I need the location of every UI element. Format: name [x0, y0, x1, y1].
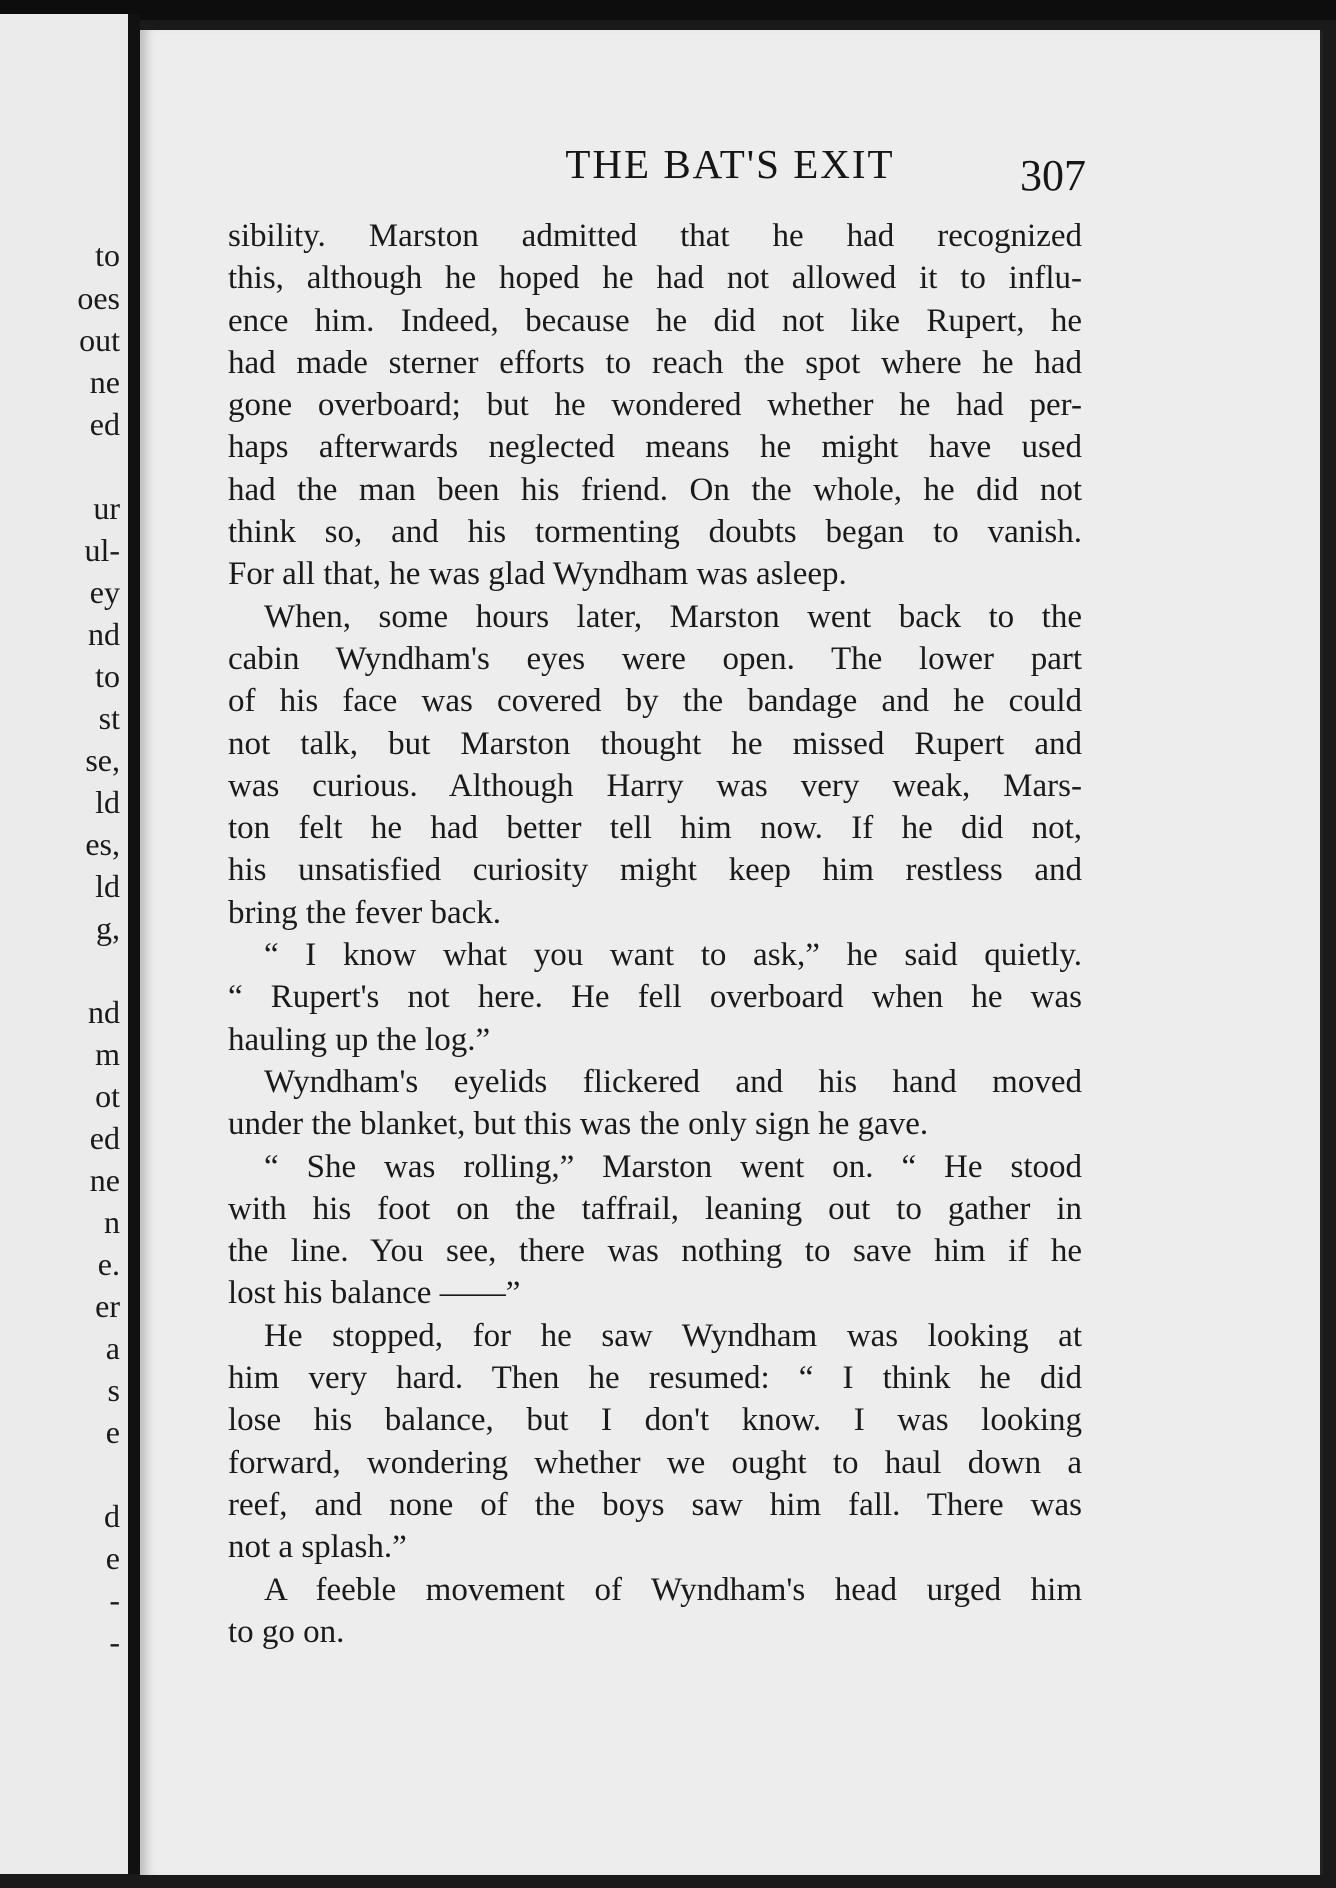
- facing-page-fragment: ld: [95, 868, 120, 904]
- facing-page-fragment: ne: [89, 364, 120, 400]
- facing-page-fragment: g,: [96, 910, 120, 946]
- text-line: this, although he hoped he had not allowed it to influ-: [228, 260, 1082, 297]
- text-line: bring the fever back.: [228, 894, 502, 931]
- text-line: with his foot on the taffrail, leaning out to gather in: [228, 1190, 1082, 1227]
- facing-page-fragment: e: [105, 1414, 120, 1450]
- text-line: his unsatisfied curiosity might keep him restless and: [228, 852, 1082, 889]
- facing-page-fragment: ne: [89, 1162, 120, 1198]
- text-line: A feeble movement of Wyndham's head urged him: [264, 1571, 1082, 1608]
- text-line: had made sterner efforts to reach the spot where he had: [228, 344, 1082, 381]
- text-line: forward, wondering whether we ought to haul down a: [228, 1444, 1082, 1481]
- facing-page-fragment: ed: [89, 406, 120, 442]
- facing-page-fragment: oes: [77, 280, 120, 316]
- text-line: Wyndham's eyelids flickered and his hand moved: [264, 1063, 1082, 1100]
- facing-page-fragment: s: [107, 1372, 120, 1408]
- scan-top-edge: [0, 0, 1336, 20]
- facing-page-fragment: se,: [85, 742, 120, 778]
- text-line: sibility. Marston admitted that he had recognized: [228, 218, 1082, 254]
- text-line: to go on.: [228, 1613, 345, 1650]
- text-line: reef, and none of the boys saw him fall. There was: [228, 1486, 1082, 1523]
- facing-page-fragment: -: [109, 1582, 120, 1618]
- text-line: ence him. Indeed, because he did not like Rupert, he: [228, 302, 1082, 339]
- text-line: him very hard. Then he resumed: “ I think he did: [228, 1360, 1082, 1397]
- text-line: haps afterwards neglected means he might have used: [228, 429, 1082, 466]
- text-line: lose his balance, but I don't know. I was looking: [228, 1402, 1082, 1439]
- text-line: lost his balance ——”: [228, 1275, 521, 1312]
- book-page: [140, 30, 1323, 1875]
- text-line: think so, and his tormenting doubts began to vanish.: [228, 514, 1082, 551]
- text-line: had the man been his friend. On the whole, he did not: [228, 471, 1082, 508]
- facing-page-fragment: ul-: [84, 532, 120, 568]
- text-line: hauling up the log.”: [228, 1021, 491, 1058]
- text-line: “ She was rolling,” Marston went on. “ He stood: [264, 1148, 1082, 1185]
- text-line: the line. You see, there was nothing to save him if he: [228, 1233, 1082, 1270]
- facing-page-fragment: ur: [93, 490, 120, 526]
- text-line: cabin Wyndham's eyes were open. The lower part: [228, 640, 1082, 677]
- text-line: not talk, but Marston thought he missed Rupert and: [228, 725, 1082, 762]
- running-title: THE BAT'S EXIT: [565, 141, 895, 187]
- facing-page-fragment: es,: [85, 826, 120, 862]
- text-line: ton felt he had better tell him now. If he did not,: [228, 810, 1082, 847]
- facing-page-fragment: ot: [95, 1078, 120, 1114]
- text-line: of his face was covered by the bandage and he could: [228, 683, 1082, 720]
- text-line: not a splash.”: [228, 1529, 407, 1566]
- text-line: He stopped, for he saw Wyndham was looking at: [264, 1317, 1082, 1354]
- text-line: “ I know what you want to ask,” he said quietly.: [264, 937, 1082, 974]
- text-line: under the blanket, but this was the only sign he gave.: [228, 1106, 929, 1143]
- text-line: When, some hours later, Marston went back to the: [264, 598, 1082, 635]
- book-gutter: [128, 14, 140, 1874]
- facing-page-fragment: to: [95, 658, 120, 694]
- body-text: [228, 215, 1082, 1653]
- facing-page-fragment: e: [105, 1540, 120, 1576]
- facing-page-edge: [0, 14, 128, 1874]
- facing-page-fragment: -: [109, 1624, 120, 1660]
- page-header: [140, 140, 1320, 200]
- text-line: gone overboard; but he wondered whether he had per-: [228, 387, 1082, 424]
- facing-page-fragment: n: [104, 1204, 120, 1240]
- facing-page-fragment: ld: [95, 784, 120, 820]
- facing-page-fragment: d: [104, 1498, 120, 1534]
- page-number: 307: [1020, 151, 1086, 200]
- facing-page-fragment: nd: [88, 616, 120, 652]
- text-line: “ Rupert's not here. He fell overboard when he was: [228, 979, 1082, 1016]
- text-line: was curious. Although Harry was very weak, Mars-: [228, 767, 1082, 804]
- facing-page-fragment: a: [105, 1330, 120, 1366]
- facing-page-fragment: ed: [89, 1120, 120, 1156]
- facing-page-fragment: to: [95, 237, 120, 273]
- text-line: For all that, he was glad Wyndham was asleep.: [228, 556, 847, 593]
- facing-page-fragment: ey: [89, 574, 120, 610]
- facing-page-fragment: st: [98, 700, 120, 736]
- facing-page-fragment: nd: [88, 994, 120, 1030]
- facing-page-fragment: er: [95, 1288, 120, 1324]
- facing-page-fragment: m: [95, 1036, 120, 1072]
- facing-page-fragment: e.: [97, 1246, 120, 1282]
- facing-page-fragment: out: [79, 322, 120, 358]
